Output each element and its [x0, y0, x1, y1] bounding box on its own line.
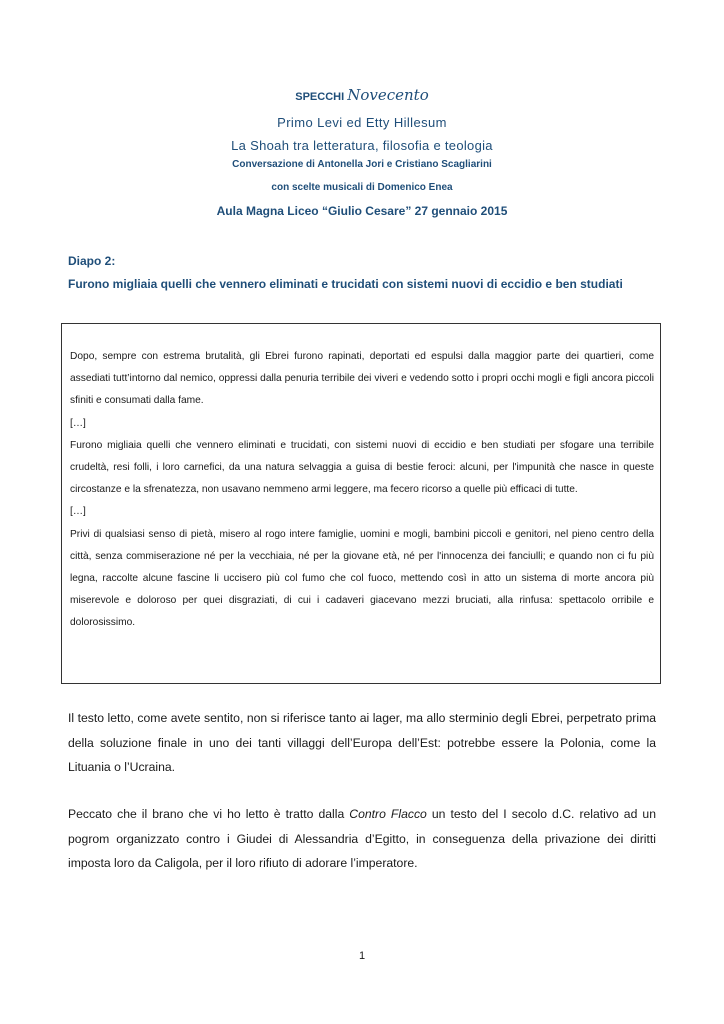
slide-label: Diapo 2:: [68, 254, 116, 268]
quote-box: [61, 323, 661, 684]
series-script-title: Novecento: [347, 86, 429, 104]
page-number: 1: [358, 950, 366, 962]
quote-paragraph: Privi di qualsiasi senso di pietà, misero al rogo intere famiglie, uomini e mogli, bambini piccoli e genitori, nel pieno centro della città, senza commiserazione né per la vecchiaia, né per la giovane età, né per l'innocenza dei fanciulli; e quando non ci fu più legna, raccolte alcune fascine li uccisero più col fumo che col fuoco, mettendo così in atto un sistema di morte ancora più miserevole e doloroso per quei disgraziati, di cui i cadaveri giacevano mezzi bruciati, alla rinfusa: spettacolo orribile e dolorosissimo.: [70, 528, 654, 629]
event-speakers: Conversazione di Antonella Jori e Cristiano Scagliarini: [232, 159, 492, 170]
event-venue-date: Aula Magna Liceo “Giulio Cesare” 27 gennaio 2015: [216, 204, 508, 218]
body-text-segment: un testo del I secolo d.C. relativo ad un pogrom organizzato contro i Giudei di Alessandria d’Egitto, in conseguenza della privazione dei diritti imposta loro da Caligola, per il loro rifiuto di adorare l’imperatore.: [68, 807, 656, 870]
event-subtitle: La Shoah tra letteratura, filosofia e teologia: [231, 138, 493, 153]
slide-title: Furono migliaia quelli che vennero eliminati e trucidati con sistemi nuovi di eccidio e ben studiati: [68, 277, 623, 291]
event-music: con scelte musicali di Domenico Enea: [271, 182, 453, 193]
series-heading: [0, 86, 724, 104]
series-label: SPECCHI: [295, 91, 345, 103]
body-paragraph: [68, 802, 656, 876]
quote-paragraph: Furono migliaia quelli che vennero eliminati e trucidati, con sistemi nuovi di eccidio e ben studiati per sfogare una terribile crudeltà, resi folli, i loro carnefici, da una natura selvaggia a guisa di bestie feroci: alcuni, per l'impunità che nasce in queste circostanze e la sfrenatezza, non usavano nemmeno armi leggere, ma fecero ricorso a quelle più efficaci di tutte.: [70, 439, 654, 496]
work-title: Contro Flacco: [349, 807, 427, 821]
body-paragraph: Il testo letto, come avete sentito, non si riferisce tanto ai lager, ma allo sterminio degli Ebrei, perpetrato prima della soluzione finale in uno dei tanti villaggi dell’Europa dell’Est: potrebbe essere la Polonia, come la Lituania o l’Ucraina.: [68, 711, 656, 774]
event-title: Primo Levi ed Etty Hillesum: [277, 115, 447, 130]
body-text-segment: Peccato che il brano che vi ho letto è tratto dalla: [68, 807, 350, 821]
quote-paragraph: Dopo, sempre con estrema brutalità, gli Ebrei furono rapinati, deportati ed espulsi dalla maggior parte dei quartieri, come assediati tutt’intorno dal nemico, oppressi dalla penuria terribile dei viveri e vedendo sotto i propri occhi mogli e figli ancora piccoli sfiniti e consumati dalla fame.: [70, 351, 654, 407]
quote-ellipsis: […]: [70, 506, 86, 518]
quote-ellipsis: […]: [70, 417, 86, 429]
